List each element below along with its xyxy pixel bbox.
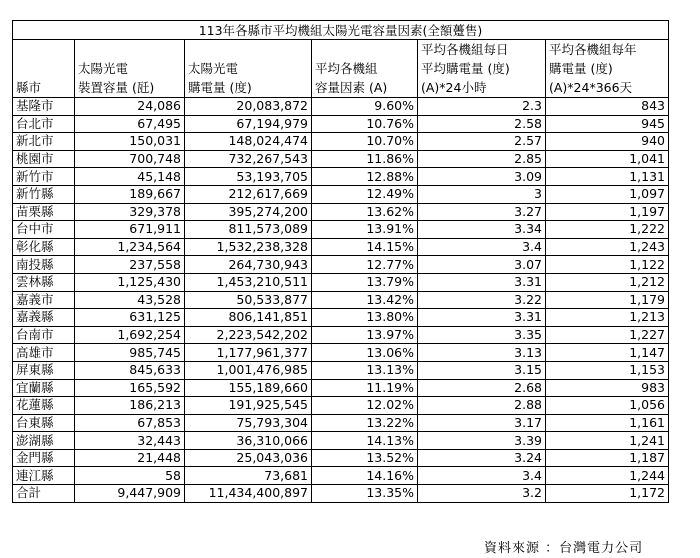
table-row xyxy=(13,344,669,362)
value-cell: 1,187 xyxy=(546,449,669,467)
value-cell: 1,213 xyxy=(546,309,669,327)
value-cell: 50,533,877 xyxy=(185,291,312,309)
value-cell: 43,528 xyxy=(75,291,185,309)
value-cell: 10.76% xyxy=(312,115,418,133)
value-cell: 1,001,476,985 xyxy=(185,361,312,379)
value-cell: 3.15 xyxy=(418,361,546,379)
table-row xyxy=(13,185,669,203)
value-cell: 3.2 xyxy=(418,485,546,503)
table-row xyxy=(13,98,669,116)
table-title: 113年各縣市平均機組太陽光電容量因素(全額躉售) xyxy=(13,21,669,40)
value-cell: 25,043,036 xyxy=(185,449,312,467)
value-cell: 1,147 xyxy=(546,344,669,362)
county-name-cell: 南投縣 xyxy=(13,256,75,274)
value-cell: 2.88 xyxy=(418,397,546,415)
column-header xyxy=(312,40,418,98)
column-header-line: 太陽光電 xyxy=(78,61,129,76)
value-cell: 1,131 xyxy=(546,168,669,186)
value-cell: 9,447,909 xyxy=(75,485,185,503)
value-cell: 732,267,543 xyxy=(185,150,312,168)
value-cell: 14.16% xyxy=(312,467,418,485)
value-cell: 58 xyxy=(75,467,185,485)
source-note: 資料來源 ：台灣電力公司 xyxy=(484,541,644,556)
column-header xyxy=(418,40,546,98)
value-cell: 3.09 xyxy=(418,168,546,186)
value-cell: 940 xyxy=(546,133,669,151)
value-cell: 845,633 xyxy=(75,361,185,379)
value-cell: 1,222 xyxy=(546,221,669,239)
value-cell: 1,197 xyxy=(546,203,669,221)
value-cell: 2.58 xyxy=(418,115,546,133)
value-cell: 3.34 xyxy=(418,221,546,239)
value-cell: 67,194,979 xyxy=(185,115,312,133)
value-cell: 1,244 xyxy=(546,467,669,485)
value-cell: 21,448 xyxy=(75,449,185,467)
county-name-cell: 金門縣 xyxy=(13,449,75,467)
table-row xyxy=(13,291,669,309)
value-cell: 811,573,089 xyxy=(185,221,312,239)
county-name-cell: 花蓮縣 xyxy=(13,397,75,415)
value-cell: 1,243 xyxy=(546,238,669,256)
county-name-cell: 嘉義縣 xyxy=(13,309,75,327)
county-name-cell: 桃園市 xyxy=(13,150,75,168)
column-header-line: 縣市 xyxy=(16,80,42,95)
county-name-cell: 台北市 xyxy=(13,115,75,133)
county-name-cell: 新竹縣 xyxy=(13,185,75,203)
value-cell: 3.13 xyxy=(418,344,546,362)
value-cell: 13.79% xyxy=(312,273,418,291)
value-cell: 13.52% xyxy=(312,449,418,467)
value-cell: 13.22% xyxy=(312,414,418,432)
value-cell: 13.97% xyxy=(312,326,418,344)
value-cell: 1,241 xyxy=(546,432,669,450)
value-cell: 985,745 xyxy=(75,344,185,362)
table-body xyxy=(13,98,669,503)
column-header xyxy=(185,40,312,98)
value-cell: 1,532,238,328 xyxy=(185,238,312,256)
value-cell: 329,378 xyxy=(75,203,185,221)
value-cell: 1,122 xyxy=(546,256,669,274)
value-cell: 212,617,669 xyxy=(185,185,312,203)
value-cell: 3.07 xyxy=(418,256,546,274)
value-cell: 3.39 xyxy=(418,432,546,450)
value-cell: 13.80% xyxy=(312,309,418,327)
table-row xyxy=(13,432,669,450)
value-cell: 12.02% xyxy=(312,397,418,415)
table-row xyxy=(13,467,669,485)
column-header xyxy=(546,40,669,98)
column-header-line: 容量因素 (A) xyxy=(315,80,388,95)
county-name-cell: 台中市 xyxy=(13,221,75,239)
value-cell: 1,212 xyxy=(546,273,669,291)
county-name-cell: 屏東縣 xyxy=(13,361,75,379)
value-cell: 264,730,943 xyxy=(185,256,312,274)
value-cell: 3.35 xyxy=(418,326,546,344)
value-cell: 165,592 xyxy=(75,379,185,397)
county-name-cell: 澎湖縣 xyxy=(13,432,75,450)
table-row xyxy=(13,361,669,379)
value-cell: 2,223,542,202 xyxy=(185,326,312,344)
column-header xyxy=(13,40,75,98)
table-row xyxy=(13,326,669,344)
value-cell: 3 xyxy=(418,185,546,203)
value-cell: 75,793,304 xyxy=(185,414,312,432)
value-cell: 11.19% xyxy=(312,379,418,397)
table-row xyxy=(13,168,669,186)
header-row xyxy=(13,40,669,98)
value-cell: 395,274,200 xyxy=(185,203,312,221)
value-cell: 1,453,210,511 xyxy=(185,273,312,291)
value-cell: 3.31 xyxy=(418,309,546,327)
value-cell: 1,172 xyxy=(546,485,669,503)
value-cell: 1,041 xyxy=(546,150,669,168)
table-row xyxy=(13,449,669,467)
table-row xyxy=(13,309,669,327)
value-cell: 13.06% xyxy=(312,344,418,362)
value-cell: 24,086 xyxy=(75,98,185,116)
value-cell: 10.70% xyxy=(312,133,418,151)
value-cell: 1,153 xyxy=(546,361,669,379)
value-cell: 13.13% xyxy=(312,361,418,379)
county-name-cell: 合計 xyxy=(13,485,75,503)
county-name-cell: 新北市 xyxy=(13,133,75,151)
value-cell: 3.27 xyxy=(418,203,546,221)
table-row xyxy=(13,238,669,256)
value-cell: 1,227 xyxy=(546,326,669,344)
table-row xyxy=(13,221,669,239)
value-cell: 53,193,705 xyxy=(185,168,312,186)
value-cell: 806,141,851 xyxy=(185,309,312,327)
value-cell: 1,234,564 xyxy=(75,238,185,256)
value-cell: 186,213 xyxy=(75,397,185,415)
value-cell: 983 xyxy=(546,379,669,397)
value-cell: 1,177,961,377 xyxy=(185,344,312,362)
county-name-cell: 苗栗縣 xyxy=(13,203,75,221)
value-cell: 14.15% xyxy=(312,238,418,256)
total-row xyxy=(13,485,669,503)
value-cell: 11,434,400,897 xyxy=(185,485,312,503)
value-cell: 150,031 xyxy=(75,133,185,151)
column-header-line: (A)*24小時 xyxy=(421,80,487,95)
value-cell: 1,125,430 xyxy=(75,273,185,291)
county-name-cell: 高雄市 xyxy=(13,344,75,362)
county-name-cell: 彰化縣 xyxy=(13,238,75,256)
value-cell: 1,097 xyxy=(546,185,669,203)
value-cell: 45,148 xyxy=(75,168,185,186)
value-cell: 13.35% xyxy=(312,485,418,503)
column-header-line: 太陽光電 xyxy=(188,61,239,76)
county-name-cell: 新竹市 xyxy=(13,168,75,186)
county-name-cell: 連江縣 xyxy=(13,467,75,485)
value-cell: 3.31 xyxy=(418,273,546,291)
value-cell: 36,310,066 xyxy=(185,432,312,450)
table-row xyxy=(13,397,669,415)
value-cell: 73,681 xyxy=(185,467,312,485)
county-name-cell: 宜蘭縣 xyxy=(13,379,75,397)
capacity-factor-table xyxy=(12,20,669,503)
county-name-cell: 台東縣 xyxy=(13,414,75,432)
value-cell: 700,748 xyxy=(75,150,185,168)
value-cell: 32,443 xyxy=(75,432,185,450)
table-row xyxy=(13,414,669,432)
value-cell: 155,189,660 xyxy=(185,379,312,397)
value-cell: 67,853 xyxy=(75,414,185,432)
value-cell: 12.77% xyxy=(312,256,418,274)
value-cell: 3.4 xyxy=(418,238,546,256)
table-row xyxy=(13,150,669,168)
column-header xyxy=(75,40,185,98)
value-cell: 9.60% xyxy=(312,98,418,116)
value-cell: 3.24 xyxy=(418,449,546,467)
column-header-line: 平均各機組每日 xyxy=(421,42,509,57)
value-cell: 1,056 xyxy=(546,397,669,415)
column-header-line: 裝置容量 (瓩) xyxy=(78,80,155,95)
table-row xyxy=(13,203,669,221)
value-cell: 13.62% xyxy=(312,203,418,221)
value-cell: 12.49% xyxy=(312,185,418,203)
table-row xyxy=(13,273,669,291)
table-row xyxy=(13,133,669,151)
table-row xyxy=(13,379,669,397)
value-cell: 1,179 xyxy=(546,291,669,309)
value-cell: 2.85 xyxy=(418,150,546,168)
value-cell: 191,925,545 xyxy=(185,397,312,415)
column-header-line: 平均購電量 (度) xyxy=(421,61,510,76)
value-cell: 11.86% xyxy=(312,150,418,168)
value-cell: 1,161 xyxy=(546,414,669,432)
value-cell: 2.68 xyxy=(418,379,546,397)
table-row xyxy=(13,115,669,133)
column-header-line: 購電量 (度) xyxy=(549,61,613,76)
value-cell: 189,667 xyxy=(75,185,185,203)
column-header-line: 平均各機組每年 xyxy=(549,42,637,57)
value-cell: 237,558 xyxy=(75,256,185,274)
value-cell: 843 xyxy=(546,98,669,116)
column-header-line: 平均各機組 xyxy=(315,61,378,76)
column-header-line: (A)*24*366天 xyxy=(549,80,633,95)
value-cell: 3.22 xyxy=(418,291,546,309)
value-cell: 20,083,872 xyxy=(185,98,312,116)
value-cell: 13.91% xyxy=(312,221,418,239)
value-cell: 3.17 xyxy=(418,414,546,432)
county-name-cell: 基隆市 xyxy=(13,98,75,116)
value-cell: 1,692,254 xyxy=(75,326,185,344)
value-cell: 2.57 xyxy=(418,133,546,151)
county-name-cell: 雲林縣 xyxy=(13,273,75,291)
value-cell: 671,911 xyxy=(75,221,185,239)
column-header-line: 購電量 (度) xyxy=(188,80,252,95)
value-cell: 14.13% xyxy=(312,432,418,450)
value-cell: 631,125 xyxy=(75,309,185,327)
county-name-cell: 嘉義市 xyxy=(13,291,75,309)
value-cell: 3.4 xyxy=(418,467,546,485)
value-cell: 12.88% xyxy=(312,168,418,186)
value-cell: 67,495 xyxy=(75,115,185,133)
table-row xyxy=(13,256,669,274)
county-name-cell: 台南市 xyxy=(13,326,75,344)
value-cell: 13.42% xyxy=(312,291,418,309)
value-cell: 2.3 xyxy=(418,98,546,116)
value-cell: 148,024,474 xyxy=(185,133,312,151)
value-cell: 945 xyxy=(546,115,669,133)
